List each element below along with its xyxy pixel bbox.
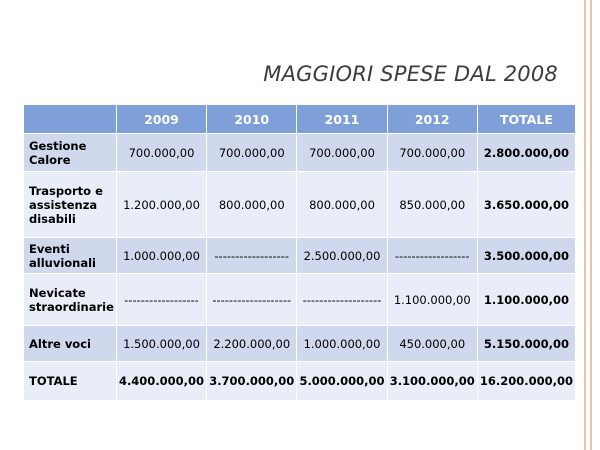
row-label: TOTALE: [24, 362, 116, 400]
frame-line-left: [584, 0, 586, 450]
cell-2011: 2.500.000,00: [297, 238, 387, 274]
cell-totale: 2.800.000,00: [477, 134, 575, 172]
cell-totale: 5.150.000,00: [477, 326, 575, 362]
frame-line-right: [590, 0, 592, 450]
cell-2010: 3.700.000,00: [207, 362, 297, 400]
cell-2010: ------------------: [207, 238, 297, 274]
cell-2010: 800.000,00: [207, 172, 297, 238]
cell-2009: ------------------: [116, 274, 206, 326]
cell-2009: 1.200.000,00: [116, 172, 206, 238]
cell-2010: 2.200.000,00: [207, 326, 297, 362]
header-row: [24, 105, 576, 134]
cell-2012: 850.000,00: [387, 172, 477, 238]
expenses-table: [24, 105, 576, 400]
header-cell-2011: 2011: [297, 105, 387, 134]
cell-2012: 450.000,00: [387, 326, 477, 362]
table-row: [24, 326, 576, 362]
cell-totale: 3.500.000,00: [477, 238, 575, 274]
table-row: [24, 238, 576, 274]
cell-totale: 3.650.000,00: [477, 172, 575, 238]
cell-2011: 5.000.000,00: [297, 362, 387, 400]
header-cell-empty: [24, 105, 116, 134]
cell-2010: 700.000,00: [207, 134, 297, 172]
cell-2009: 4.400.000,00: [116, 362, 206, 400]
table-row-totale: [24, 362, 576, 400]
table-row: [24, 172, 576, 238]
cell-2012: ------------------: [387, 238, 477, 274]
cell-2009: 1.500.000,00: [116, 326, 206, 362]
slide-title: MAGGIORI SPESE DAL 2008: [263, 62, 558, 86]
table-row: [24, 134, 576, 172]
header-cell-2010: 2010: [207, 105, 297, 134]
cell-2009: 1.000.000,00: [116, 238, 206, 274]
row-label: Gestione Calore: [24, 134, 116, 172]
cell-2010: -------------------: [207, 274, 297, 326]
row-label: Eventi alluvionali: [24, 238, 116, 274]
header-cell-2009: 2009: [116, 105, 206, 134]
cell-totale: 16.200.000,00: [477, 362, 575, 400]
header-cell-2012: 2012: [387, 105, 477, 134]
row-label: Trasporto e assistenza disabili: [24, 172, 116, 238]
cell-2012: 3.100.000,00: [387, 362, 477, 400]
row-label: Nevicate straordinarie: [24, 274, 116, 326]
cell-2012: 1.100.000,00: [387, 274, 477, 326]
cell-2011: 800.000,00: [297, 172, 387, 238]
cell-2011: 1.000.000,00: [297, 326, 387, 362]
header-cell-totale: TOTALE: [477, 105, 575, 134]
table-row: [24, 274, 576, 326]
cell-2011: 700.000,00: [297, 134, 387, 172]
cell-2011: -------------------: [297, 274, 387, 326]
row-label: Altre voci: [24, 326, 116, 362]
cell-2009: 700.000,00: [116, 134, 206, 172]
cell-2012: 700.000,00: [387, 134, 477, 172]
cell-totale: 1.100.000,00: [477, 274, 575, 326]
